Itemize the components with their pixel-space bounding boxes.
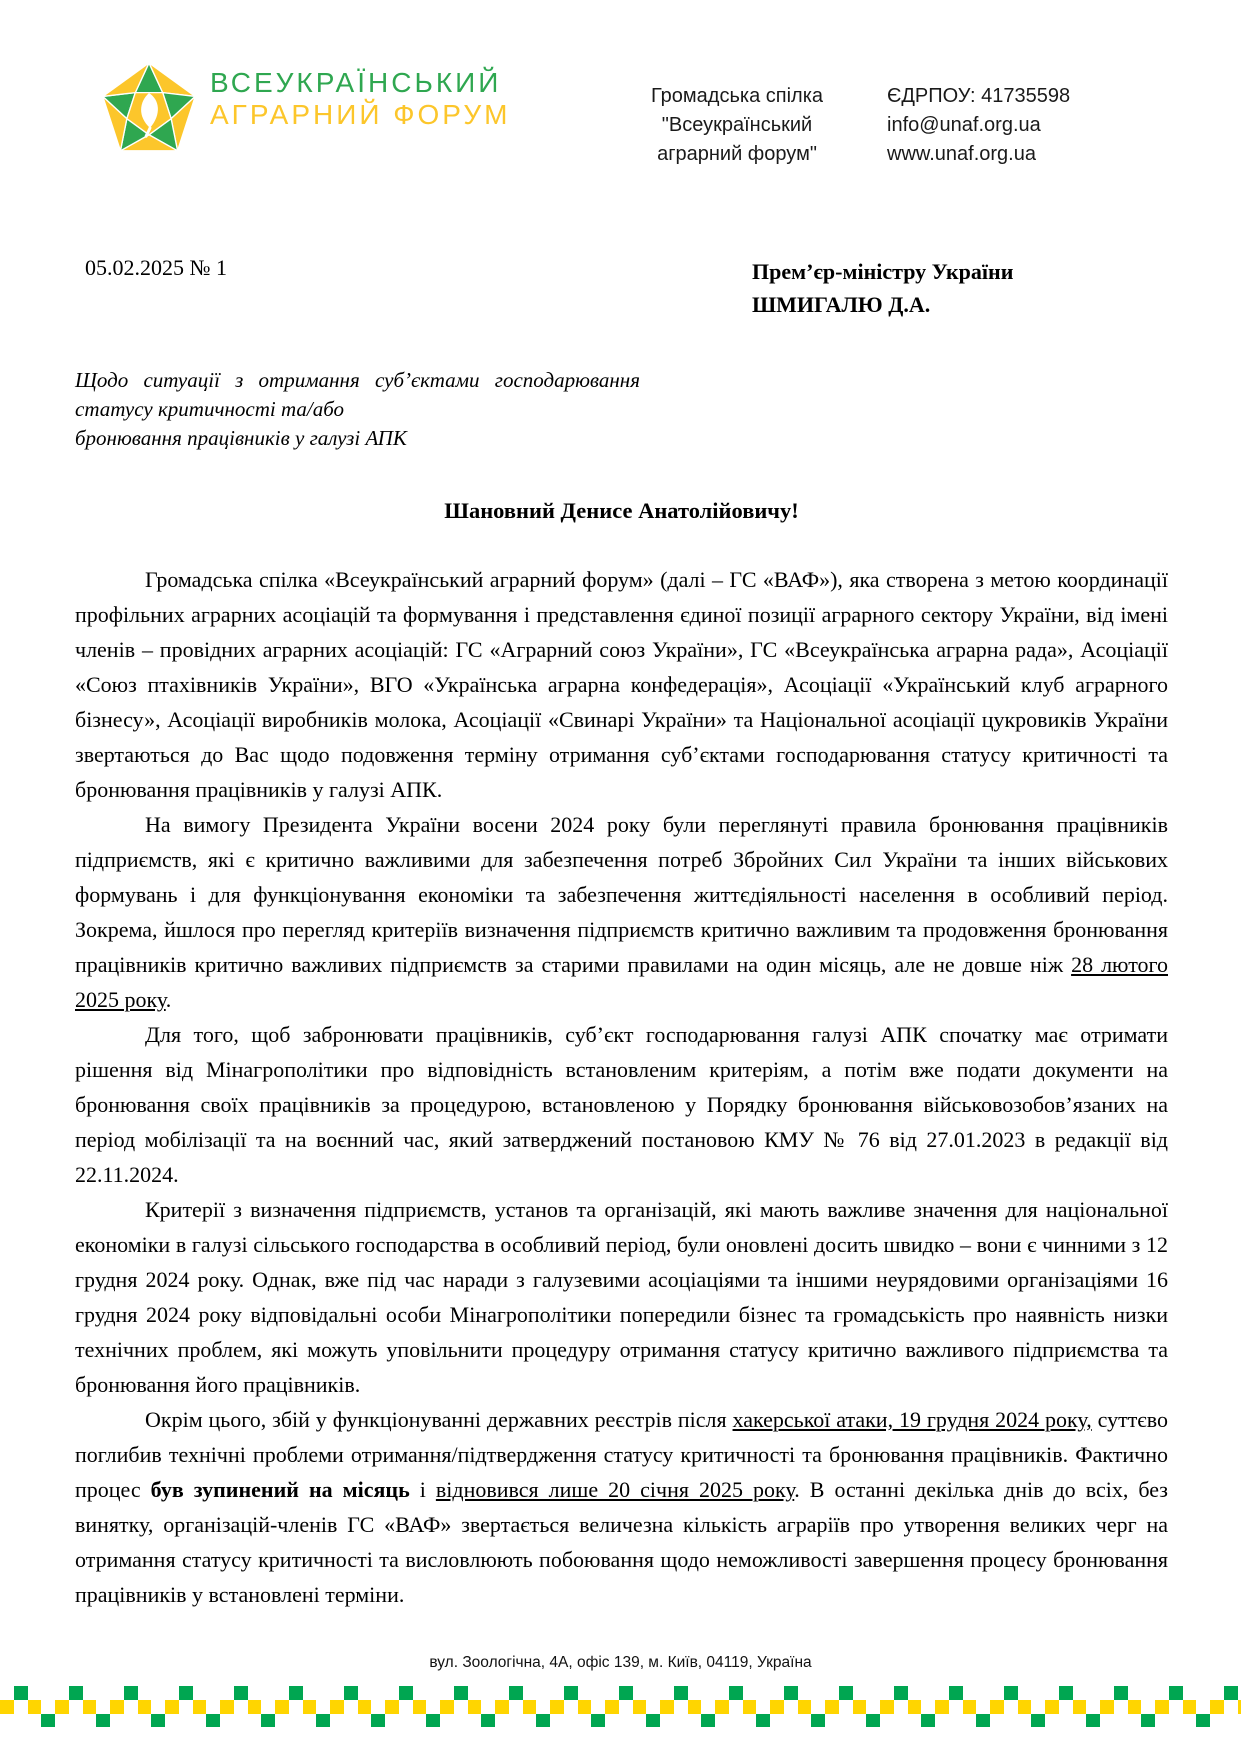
logo-wordmark-line1: ВСЕУКРАЇНСЬКИЙ bbox=[210, 67, 502, 98]
footer-band-unit bbox=[165, 1686, 220, 1727]
body-paragraph: На вимогу Президента України восени 2024 року були переглянуті правила бронювання працівників підприємств, які є критично важливими для забезпечення потреб Збройних Сил України та інших військових формувань і для функціонування економіки та забезпечення життєдіяльності населення в особливий період. Зокрема, йшлося про перегляд критеріїв визначення підприємств критично важливим та продовження бронювання працівників критично важливих підприємств за старими правилами на один місяць, але не довше ніж 28 лютого 2025 року. bbox=[75, 812, 1168, 1012]
footer-band-unit bbox=[825, 1686, 880, 1727]
footer-band-unit bbox=[990, 1686, 1045, 1727]
footer-band-unit bbox=[440, 1686, 495, 1727]
body-paragraph: Для того, щоб забронювати працівників, суб’єкт господарювання галузі АПК спочатку має отримати рішення від Мінагрополітики про відповідність встановленим критеріям, а потім вже подати документи на бронювання своїх працівників за процедурою, встановленою у Порядку бронювання військовозобов’язаних на період мобілізації та на воєнний час, який затверджений постановою КМУ № 76 від 27.01.2023 в редакції від 22.11.2024. bbox=[75, 1022, 1168, 1187]
footer-band-unit bbox=[1045, 1686, 1100, 1727]
footer-band-unit bbox=[1100, 1686, 1155, 1727]
footer-band-unit bbox=[605, 1686, 660, 1727]
footer-band-unit bbox=[715, 1686, 770, 1727]
footer-band-unit bbox=[660, 1686, 715, 1727]
footer-band-unit bbox=[495, 1686, 550, 1727]
greeting: Шановний Денисе Анатолійовичу! bbox=[444, 498, 799, 523]
letterhead bbox=[100, 60, 1191, 169]
footer-band bbox=[0, 1686, 1241, 1728]
footer-band-unit bbox=[1155, 1686, 1210, 1727]
logo-wordmark-line2: АГРАРНИЙ ФОРУМ bbox=[210, 99, 511, 130]
org-website: www.unaf.org.ua bbox=[887, 143, 1036, 165]
org-name-block bbox=[611, 60, 863, 169]
footer-band-unit bbox=[110, 1686, 165, 1727]
footer-band-unit bbox=[330, 1686, 385, 1727]
footer-band-unit bbox=[220, 1686, 275, 1727]
subject-line3: бронювання працівників у галузі АПК bbox=[75, 426, 407, 450]
org-name-line3: аграрний форум" bbox=[657, 143, 817, 165]
document-date-number: 05.02.2025 № 1 bbox=[85, 255, 227, 280]
body-paragraph: Критерії з визначення підприємств, установ та організацій, які мають важливе значення для національної економіки в галузі сільського господарства в особливий період, були оновлені досить швидко – вони є чинними з 12 грудня 2024 року. Однак, вже під час наради з галузевими асоціаціями та іншими неурядовими організаціями 16 грудня 2024 року відповідальні особи Мінагрополітики попередили бізнес та громадськість про наявність низки технічних проблем, які можуть уповільнити процедуру отримання статусу критично важливого підприємства та бронювання його працівників. bbox=[75, 1197, 1168, 1397]
footer-address: вул. Зоологічна, 4А, офіс 139, м. Київ, 04119, Україна bbox=[429, 1654, 812, 1671]
addressee-line2: ШМИГАЛЮ Д.А. bbox=[752, 292, 931, 317]
org-email: info@unaf.org.ua bbox=[887, 114, 1041, 136]
footer-band-unit bbox=[880, 1686, 935, 1727]
logo-wordmark bbox=[210, 60, 510, 131]
footer-band-unit bbox=[385, 1686, 440, 1727]
subject-line1: Щодо ситуації з отримання суб’єктами господарювання bbox=[75, 368, 640, 392]
reference-row bbox=[85, 255, 1166, 335]
footer-band-unit bbox=[550, 1686, 605, 1727]
footer-band-unit bbox=[275, 1686, 330, 1727]
addressee-line1: Прем’єр-міністру України bbox=[752, 259, 1014, 284]
letter-body bbox=[75, 562, 1168, 1612]
footer-band-unit bbox=[770, 1686, 825, 1727]
subject-line2: статусу критичності та/або bbox=[75, 397, 344, 421]
addressee-block bbox=[752, 255, 1013, 321]
org-name-line2: "Всеукраїнський bbox=[661, 114, 813, 136]
footer-band-unit bbox=[935, 1686, 990, 1727]
body-paragraph: Окрім цього, збій у функціонуванні державних реєстрів після хакерської атаки, 19 грудня 2024 року, суттєво поглибив технічні проблеми отримання/підтвердження статусу критичності та бронювання працівників. Фактично процес був зупинений на місяць і відновився лише 20 січня 2025 року. В останні декілька днів до всіх, без винятку, організацій-членів ГС «ВАФ» звертається величезна кількість аграріїв про утворення великих черг на отримання статусу критичності та висловлюють побоювання щодо неможливості завершення процесу бронювання працівників у встановлені терміни. bbox=[75, 1407, 1168, 1607]
org-logo bbox=[100, 60, 605, 161]
subject-block bbox=[75, 366, 640, 453]
body-paragraph: Громадська спілка «Всеукраїнський аграрний форум» (далі – ГС «ВАФ»), яка створена з метою координації профільних аграрних асоціацій та формування і представлення єдиної позиції аграрного сектору України, від імені членів – провідних аграрних асоціацій: ГС «Аграрний союз України», ГС «Всеукраїнська аграрна рада», Асоціації «Союз птахівників України», ВГО «Українська аграрна конфедерація», Асоціації «Український клуб аграрного бізнесу», Асоціації виробників молока, Асоціації «Свинарі України» та Національної асоціації цукровиків України звертаються до Вас щодо подовження терміну отримання суб’єктами господарювання статусу критичності та бронювання працівників у галузі АПК. bbox=[75, 567, 1168, 802]
org-contacts-block bbox=[887, 60, 1070, 169]
footer-band-unit bbox=[1210, 1686, 1241, 1727]
footer-band-unit bbox=[0, 1686, 55, 1727]
org-edrpou: ЄДРПОУ: 41735598 bbox=[887, 85, 1071, 107]
org-name-line1: Громадська спілка bbox=[650, 85, 824, 107]
footer-band-unit bbox=[55, 1686, 110, 1727]
logo-pinwheel-icon bbox=[100, 60, 198, 161]
